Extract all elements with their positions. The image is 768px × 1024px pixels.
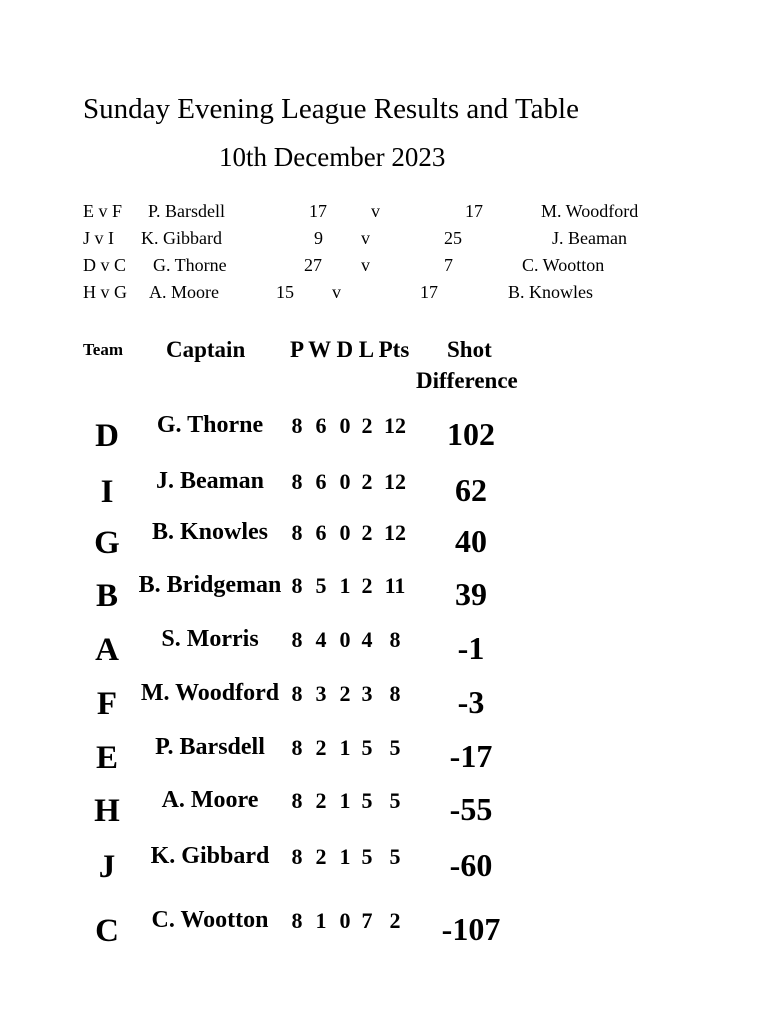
row-shot-difference: -3 [457, 684, 485, 720]
header-shot: Shot [447, 337, 492, 362]
row-lost: 5 [361, 788, 373, 813]
row-shot-difference: -107 [441, 911, 501, 947]
row-captain: P. Barsdell [155, 734, 265, 760]
row-shot-difference: 102 [447, 416, 495, 452]
row-team: I [100, 474, 114, 510]
row-played: 8 [291, 735, 303, 760]
result-versus: v [361, 228, 370, 248]
row-played: 8 [291, 844, 303, 869]
result-away-score: 17 [465, 201, 483, 221]
row-points: 5 [389, 844, 401, 869]
row-captain: M. Woodford [140, 680, 280, 706]
row-drawn: 1 [339, 735, 351, 760]
row-points: 5 [389, 735, 401, 760]
row-won: 6 [315, 469, 327, 494]
result-away-captain: M. Woodford [541, 201, 639, 221]
table-row [0, 680, 768, 730]
result-away-score: 17 [420, 282, 438, 302]
row-captain: A. Moore [161, 787, 259, 813]
row-team: B [95, 578, 118, 614]
row-played: 8 [291, 627, 303, 652]
row-lost: 3 [361, 681, 373, 706]
result-away-captain: J. Beaman [552, 228, 627, 248]
table-row [0, 734, 768, 784]
row-points: 8 [389, 627, 401, 652]
row-shot-difference: -1 [457, 630, 485, 666]
row-drawn: 2 [339, 681, 351, 706]
result-fixture: D v C [83, 255, 127, 275]
row-shot-difference: -60 [449, 847, 493, 883]
result-home-captain: P. Barsdell [148, 201, 226, 221]
header-captain: Captain [166, 337, 246, 362]
row-drawn: 0 [339, 627, 351, 652]
row-drawn: 1 [339, 788, 351, 813]
row-captain: B. Knowles [151, 519, 268, 545]
row-team: J [98, 849, 116, 885]
row-shot-difference: 62 [455, 472, 487, 508]
row-captain: B. Bridgeman [138, 572, 282, 598]
table-row [0, 787, 768, 837]
row-won: 5 [315, 573, 327, 598]
row-won: 1 [315, 908, 327, 933]
row-won: 4 [315, 627, 327, 652]
row-points: 12 [384, 520, 406, 545]
row-drawn: 0 [339, 520, 351, 545]
row-lost: 7 [361, 908, 373, 933]
result-fixture: E v F [83, 201, 123, 221]
page-date: 10th December 2023 [219, 142, 446, 172]
row-drawn: 1 [339, 844, 351, 869]
result-away-captain: B. Knowles [508, 282, 593, 302]
row-lost: 5 [361, 735, 373, 760]
row-played: 8 [291, 681, 303, 706]
result-away-score: 7 [444, 255, 453, 275]
row-captain: K. Gibbard [150, 843, 270, 869]
row-captain: S. Morris [161, 626, 259, 652]
result-home-score: 15 [276, 282, 294, 302]
row-won: 6 [315, 413, 327, 438]
row-lost: 5 [361, 844, 373, 869]
result-home-captain: K. Gibbard [141, 228, 222, 248]
row-won: 2 [315, 844, 327, 869]
result-home-captain: A. Moore [149, 282, 219, 302]
row-captain: J. Beaman [156, 468, 264, 494]
table-row [0, 626, 768, 676]
table-row [0, 412, 768, 462]
row-team: C [95, 913, 119, 949]
row-won: 6 [315, 520, 327, 545]
result-home-score: 9 [314, 228, 323, 248]
row-team: E [95, 740, 118, 776]
row-won: 3 [315, 681, 327, 706]
row-points: 12 [384, 413, 406, 438]
row-played: 8 [291, 573, 303, 598]
row-won: 2 [315, 788, 327, 813]
row-shot-difference: -55 [449, 791, 493, 827]
row-drawn: 0 [339, 413, 351, 438]
row-lost: 4 [361, 627, 373, 652]
row-lost: 2 [361, 469, 373, 494]
result-versus: v [361, 255, 370, 275]
result-versus: v [332, 282, 341, 302]
row-played: 8 [291, 413, 303, 438]
table-row [0, 468, 768, 518]
row-points: 12 [384, 469, 406, 494]
row-points: 11 [384, 573, 406, 598]
row-lost: 2 [361, 573, 373, 598]
table-row [0, 519, 768, 569]
row-captain: C. Wootton [151, 907, 269, 933]
result-away-score: 25 [444, 228, 462, 248]
result-home-score: 27 [304, 255, 322, 275]
table-row [0, 843, 768, 893]
page-title: Sunday Evening League Results and Table [83, 93, 579, 125]
row-captain: G. Thorne [156, 412, 264, 438]
result-away-captain: C. Wootton [522, 255, 605, 275]
row-played: 8 [291, 469, 303, 494]
result-versus: v [371, 201, 380, 221]
result-home-captain: G. Thorne [153, 255, 227, 275]
row-drawn: 1 [339, 573, 351, 598]
table-row [0, 572, 768, 622]
row-drawn: 0 [339, 908, 351, 933]
row-team: F [96, 686, 118, 722]
row-lost: 2 [361, 413, 373, 438]
header-difference: Difference [416, 368, 518, 393]
result-fixture: J v I [83, 228, 114, 248]
row-team: G [94, 525, 120, 561]
row-points: 5 [389, 788, 401, 813]
row-team: H [94, 793, 120, 829]
row-lost: 2 [361, 520, 373, 545]
row-played: 8 [291, 788, 303, 813]
row-points: 8 [389, 681, 401, 706]
row-played: 8 [291, 908, 303, 933]
row-shot-difference: 39 [455, 576, 487, 612]
row-points: 2 [389, 908, 401, 933]
row-drawn: 0 [339, 469, 351, 494]
row-played: 8 [291, 520, 303, 545]
row-won: 2 [315, 735, 327, 760]
header-team: Team [83, 340, 123, 359]
table-row [0, 907, 768, 957]
row-shot-difference: -17 [449, 738, 493, 774]
row-shot-difference: 40 [455, 523, 487, 559]
row-team: D [95, 418, 119, 454]
result-fixture: H v G [83, 282, 127, 302]
header-p-w-d-l-pts: P W D L Pts [290, 337, 410, 362]
result-home-score: 17 [309, 201, 327, 221]
row-team: A [95, 632, 119, 668]
